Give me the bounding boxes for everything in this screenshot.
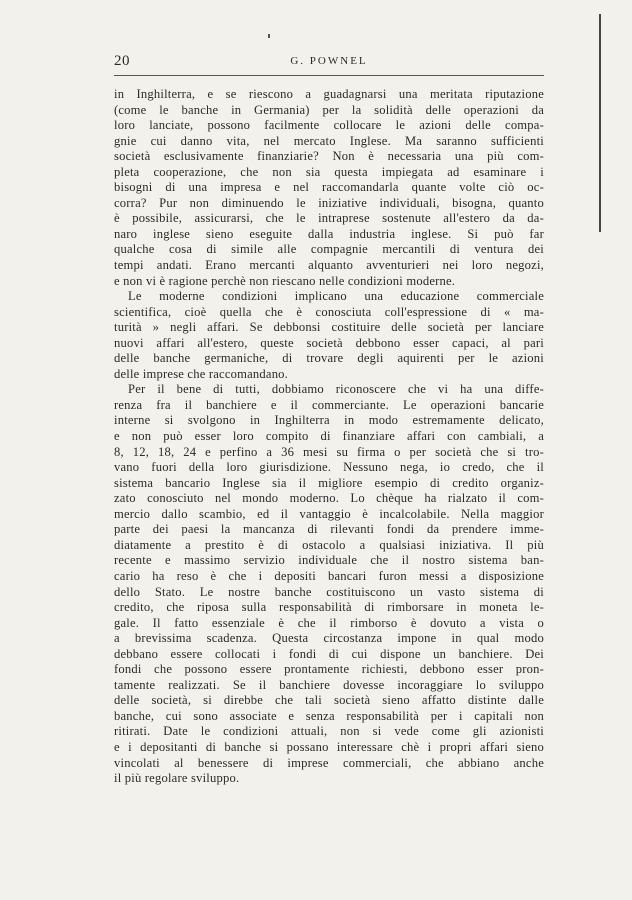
text-line: scientifica, cioè quella che è conosciuta coll'espressione di « ma- (114, 304, 544, 319)
text-line: qualche cosa di simile alle compagnie mercantili di ventura dei (114, 242, 544, 257)
text-line: 8, 12, 18, 24 e perfino a 36 mesi su firma o per società che si tro- (114, 444, 544, 459)
text-line: pleta cooperazione, che non sia questa impiegata ad esaminare i (114, 164, 544, 179)
paragraph (114, 382, 544, 786)
text-line: interne si svolgono in Inghilterra in modo estremamente delicato, (114, 413, 544, 428)
text-line: loro lanciate, possono facilmente collocare le azioni delle compa- (114, 118, 544, 133)
text-line: e i depositanti di banche si possano interessare chè i propri affari sieno (114, 739, 544, 754)
text-line: mercio dallo scambio, ed il vantaggio è incalcolabile. Nella maggior (114, 506, 544, 521)
text-line: Le moderne condizioni implicano una educazione commerciale (128, 289, 544, 304)
text-line: Per il bene di tutti, dobbiamo riconoscere che vi ha una diffe- (128, 382, 544, 397)
text-line: parte dei paesi la mancanza di rilevanti fondi da prendere imme- (114, 522, 544, 537)
text-line: nuovi affari all'estero, queste società debbono esser capaci, al pari (114, 335, 544, 350)
text-line: delle banche germaniche, di trovare degli aquirenti per le azioni (114, 351, 544, 366)
text-line: turità » negli affari. Se debbonsi costituire delle società per lanciare (114, 320, 544, 335)
header-rule (114, 75, 544, 76)
text-line: tamente realizzati. Se il banchiere dovesse incoraggiare lo sviluppo (114, 677, 544, 692)
text-line: naro inglese sieno eseguite dalla industria inglese. Si può far (114, 226, 544, 241)
text-line: corra? Pur non diminuendo le iniziative individuali, bisogna, quanto (114, 195, 544, 210)
text-line: delle società, si direbbe che tali società sieno affatto distinte dalle (114, 693, 544, 708)
text-line: tempi andati. Erano mercanti alquanto avventurieri nei loro negozi, (114, 258, 544, 273)
text-line: è possibile, assicurarsi, che le intraprese sostenute all'estero da da- (114, 211, 544, 226)
text-line: cario ha reso è che i depositi bancari furon messi a disposizione (114, 568, 544, 583)
text-line: diatamente a prestito è di ostacolo a qualsiasi iniziativa. Il più (114, 537, 544, 552)
body-text (114, 87, 544, 787)
text-line: gale. Il fatto essenziale è che il rimborso è dovuto a vista o (114, 615, 544, 630)
text-line: recente e massimo servizio individuale che il nostro sistema ban- (114, 553, 544, 568)
text-line: e non vi è ragione perchè non riescano nelle condizioni moderne. (114, 273, 456, 288)
text-line: società esclusivamente finanziarie? Non è necessaria una più com- (114, 149, 544, 164)
text-line: il più regolare sviluppo. (114, 771, 240, 786)
scan-mark (268, 34, 270, 38)
page-edge-line (599, 14, 601, 232)
text-line: renza fra il banchiere e il commerciante. Le operazioni bancarie (114, 397, 544, 412)
text-line: a brevissima scadenza. Questa circostanza impone in qual modo (114, 631, 544, 646)
text-line: delle imprese che raccomandano. (114, 366, 289, 381)
text-line: vincolati al benessere di imprese commerciali, che abbiano anche (114, 755, 544, 770)
text-line: zato conosciuto nel mondo moderno. Lo chèque ha rialzato il com- (114, 491, 544, 506)
text-line: e non può esser loro compito di finanziare affari con cambiali, a (114, 429, 544, 444)
text-line: vano fuori della loro giurisdizione. Nessuno nega, io credo, che il (114, 460, 544, 475)
text-line: dello Stato. Le nostre banche costituiscono un vasto sistema di (114, 584, 544, 599)
page-header (114, 53, 544, 73)
text-line: banche, cui sono associate e senza responsabilità per i capitali non (114, 708, 544, 723)
text-line: bisogni di una impresa e nel raccomandarla quante volte ciò oc- (114, 180, 544, 195)
text-line: ritirati. Date le condizioni attuali, non si vede come gli azionisti (114, 724, 544, 739)
paragraph (114, 289, 544, 382)
page-number: 20 (114, 53, 130, 69)
running-head: G. POWNEL (290, 55, 368, 67)
text-line: (come le banche in Germania) per la solidità delle operazioni da (114, 102, 544, 117)
text-line: gnie cui danno vita, nel mercato Inglese. Ma saranno sufficienti (114, 133, 544, 148)
paragraph (114, 87, 544, 289)
text-line: fondi che possono essere prontamente richiesti, debbono esser pron- (114, 662, 544, 677)
text-line: credito, che riposa sulla responsabilità di rimborsare in moneta le- (114, 600, 544, 615)
text-line: debbano essere collocati i fondi di cui dispone un banchiere. Dei (114, 646, 544, 661)
text-line: sistema bancario Inglese sia il migliore esempio di credito organiz- (114, 475, 544, 490)
text-line: in Inghilterra, e se riescono a guadagnarsi una meritata riputazione (114, 87, 544, 101)
